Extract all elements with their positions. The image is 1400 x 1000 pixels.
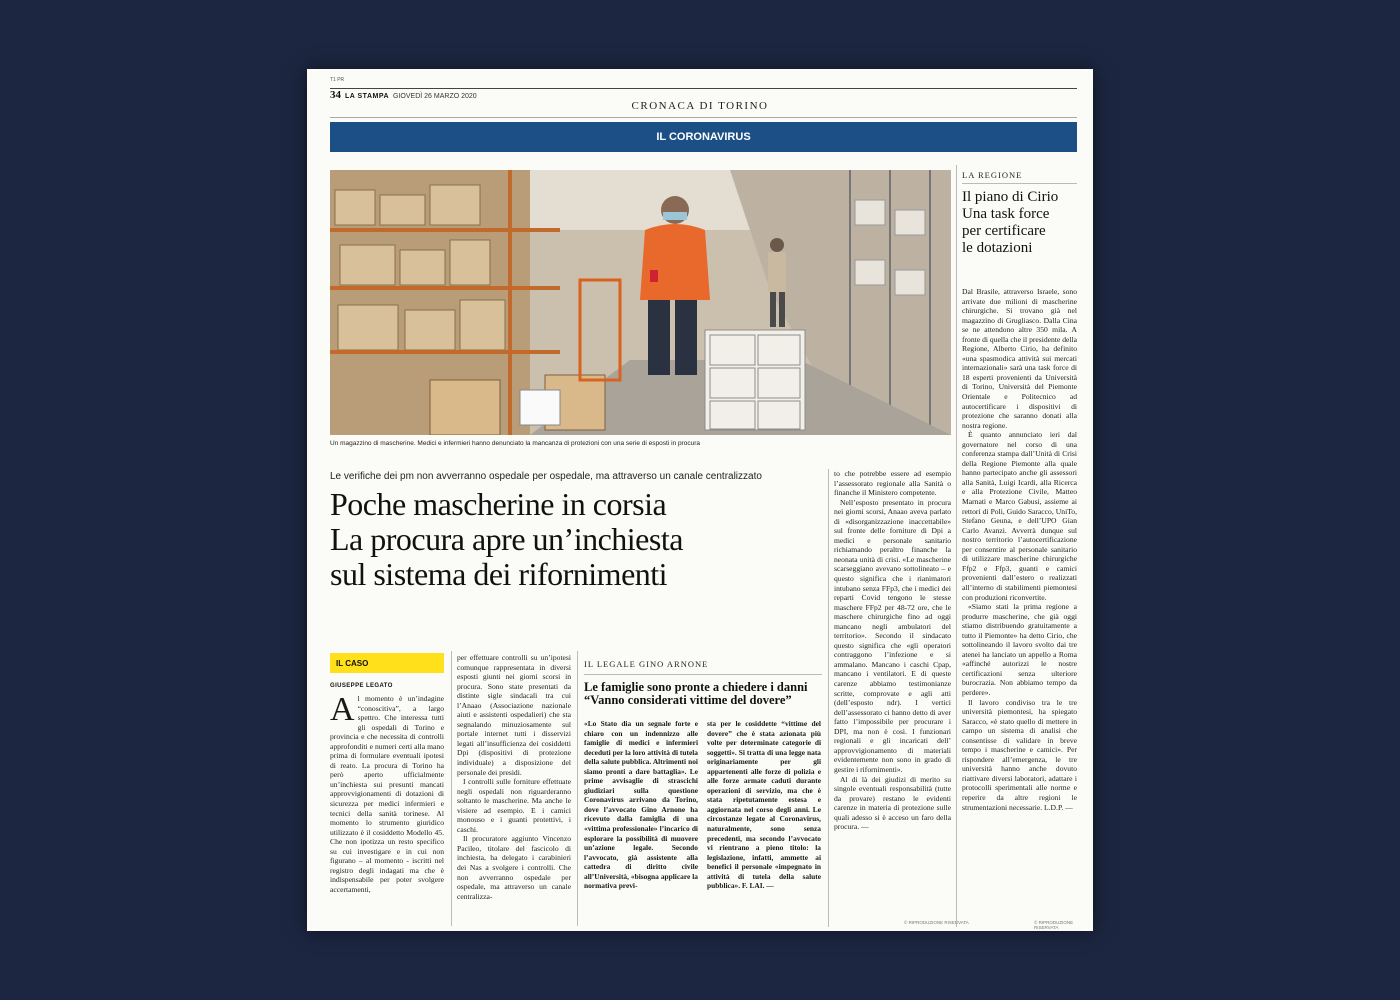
column-divider (577, 651, 578, 926)
article-kicker: Le verifiche dei pm non avverranno ospedale per ospedale, ma attraverso un canale centralizzato (330, 471, 762, 482)
legal-title-line: Le famiglie sono pronte a chiedere i danni (584, 680, 808, 694)
article-paragraph: Nell’esposto presentato in procura nei giorni scorsi, Anaao aveva parlato di «disorganizzazione inaccettabile» sul fronte delle forniture di Dpi a medici e personale sanitario richiamando peraltro finanche la neonata unità di crisi. «Le mascherine scarseggiano avevano sottolineato – e questo significa che i rianimatori intubano senza FFp3, che i medici dei reparti Covid tengono le stesse maschere FFp2 per 48-72 ore, che le maschere chirurgiche fino ad oggi mancano negli ambulatori del territorio». Secondo il sindacato questo significa che «gli operatori contraggono l’infezione e si ammalano. Mancano i caschi Cpap, mancano i ventilatori. E di queste carenze abbiamo testimonianze scritte, comprovate e agli atti (dell’esposto ndr). I vertici dell’assessorato ci hanno detto di aver fatto l’impossibile per procurare i DPI, ma non è così. I funzionari regionali e gli incaricati dell’ approvvigionamento di materiali evidentemente non sono in grado di gestire i rifornimenti». (834, 497, 951, 774)
issue-date: GIOVEDÌ 26 MARZO 2020 (393, 93, 477, 100)
column-divider (828, 469, 829, 927)
headline-line: sul sistema dei rifornimenti (330, 556, 668, 592)
case-tag: IL CASO (330, 653, 444, 673)
article-paragraph: to che potrebbe essere ad esempio l’assessorato regionale alla Sanità o finanche il Ministero competente. (834, 469, 951, 498)
article-paragraph: I controlli sulle forniture effettuate negli ospedali non riguarderanno soltanto le mascherine. Ma anche le visiere ad esempio. E i camici monouso e i guanti protettivi, i caschi. (457, 777, 571, 834)
brand-logo: LA STAMPA (345, 93, 390, 100)
article-text: l momento è un’indagine “conoscitiva”, a largo spettro. Che interessa tutti gli ospedali di Torino e provincia e che necessita di controlli approfonditi e numeri certi alla mano prima di formulare eventuali ipotesi di reato. La procura di Torino ha però aperto ufficialmente un’inchiesta sui presunti mancati approvvigionamenti di dotazioni di sicurezza per medici infermieri e tecnici della sanità torinese. Al momento lo strumento giuridico utilizzato è il cosiddetto Modello 45. Che non ipotizza un resto specifico su cui investigare e in cui non figurano – al momento - iscritti nel registro degli indagati ma che è indispensabile per poter svolgere accertamenti, (330, 694, 444, 894)
section-title: CRONACA DI TORINO (631, 100, 769, 112)
page-top-tag: T1 PR (330, 77, 345, 83)
page-number: 34 (330, 89, 341, 101)
column-divider (451, 651, 452, 926)
article-headline (330, 487, 830, 592)
copyright-notice: © RIPRODUZIONE RISERVATA (1034, 920, 1074, 930)
article-column-1 (330, 694, 444, 924)
legal-column-2: sta per le cosiddette “vittime del dovere” che è stata azionata più volte per determinate categorie di soggetti». Si tratta di una legge nata originariamente per gli appartenenti alle forze di polizia e alle forze armate caduti durante operazioni di servizio, ma che è stata ripetutamente estesa e aggiornata nel corso degli anni. Le circostanze legate al Coronavirus, naturalmente, sono senza precedenti, ma secondo l’avvocato vi rientrano a pieno titolo: la legislazione, infatti, ammette ai benefici il personale «impegnato in attività di tutela della salute pubblica». F. LAI. — (707, 719, 821, 891)
region-paragraph: «Siamo stati la prima regione a produrre mascherine, che già oggi stiamo distribuendo gratuitamente a tutto il Piemonte» ha detto Cirio, che sottolineando il lavoro svolto dai tre atenei ha lanciato un appello a Roma «affinché autorizzi le nostre certificazioni senza ulteriore burocrazia. Non abbiamo tempo da perdere». (962, 602, 1077, 697)
legal-box-rule (584, 674, 822, 675)
legal-box-title (584, 681, 822, 707)
section-rule (330, 117, 1077, 118)
article-paragraph: Al di là dei giudizi di merito su singole eventuali responsabilità (tutte da provare) restano le evidenti carenze in materia di protezione sulle quali adesso si è acceso un faro della procura. — (834, 774, 951, 832)
legal-column-1: «Lo Stato dia un segnale forte e chiaro con un indennizzo alle famiglie di medici e infermieri deceduti per la loro attività di tutela della salute pubblica. Altrimenti noi siamo pronti a dare battaglia». Le prime avvisaglie di strascichi giudiziari sulla questione Coronavirus arrivano da Torino, dove l’avvocato Gino Arnone ha ricevuto dalla famiglia di una «vittima professionale» l’incarico di esplorare la possibilità di muovere un’azione legale. Secondo l’avvocato, già assistente alla cattedra di diritto civile all’Università, «bisogna applicare la normativa previ- (584, 719, 698, 891)
copyright-notice: © RIPRODUZIONE RISERVATA (904, 920, 969, 925)
headline-line: La procura apre un’inchiesta (330, 521, 683, 557)
region-paragraph: Il lavoro condiviso tra le tre università piemontesi, ha spiegato Saracco, «è stato quello di mettere in campo un sistema di analisi che consentisse di validare in breve tempo i mascherine e camici». Per rispondere all’emergenza, le tre università hanno anche dovuto riattivare diversi laboratori, adattare i protocolli sperimentali alle norme e reperire da altre regioni le strumentazioni necessarie. L.D.P. — (962, 697, 1077, 812)
region-box-label: LA REGIONE (962, 170, 1023, 180)
region-box-rule (962, 183, 1077, 184)
topic-banner: IL CORONAVIRUS (330, 122, 1077, 152)
article-paragraph: per effettuare controlli su un’ipotesi comunque rappresentata in diversi esposti giunti nei giorni scorsi in procura. Sono state presentati da distinte sigle sindacali tra cui l’Anaao (Associazione nazionale aiuti e assistenti ospedalieri) che sta segnalando minuziosamente sul portale internet tutti i disservizi legati all’insufficienza dei cosiddetti Dpi (dispositivi di protezione individuale) a disposizione del personale dei presidi. (457, 653, 571, 777)
article-paragraph: Il procuratore aggiunto Vincenzo Pacileo, titolare del fascicolo di inchiesta, ha delegato i carabinieri dei Nas a svolgere i controlli. Che non avverranno ospedale per ospedale, ma attraverso un canale centralizza- (457, 834, 571, 901)
byline: GIUSEPPE LEGATO (330, 683, 393, 689)
legal-box-label: IL LEGALE GINO ARNONE (584, 659, 709, 669)
warehouse-illustration (330, 170, 951, 435)
newspaper-page (307, 69, 1093, 931)
photo-caption: Un magazzino di mascherine. Medici e infermieri hanno denunciato la mancanza di protezioni con una serie di esposti in procura (330, 440, 700, 447)
region-paragraph: Dal Brasile, attraverso Israele, sono arrivate due milioni di mascherine chirurgiche. Si trovano già nel magazzino di Grugliasco. Dalla Cina se ne attendono altre 350 mila. A fronte di quella che il presidente della Regione, Alberto Cirio, ha definito «una spasmodica attività sui mercati internazionali» sarà una task force di 18 esperti provenienti da Università di Torino, Università del Piemonte Orientale e Politecnico ad autocertificare i dispositivi di protezione che saranno donati alla nostra regione. (962, 287, 1077, 430)
article-column-3 (834, 469, 951, 919)
warehouse-photo (330, 170, 951, 435)
region-title-line: Il piano di Cirio (962, 189, 1059, 205)
region-column (962, 287, 1077, 919)
headline-line: Poche mascherine in corsia (330, 486, 667, 522)
region-title-line: le dotazioni (962, 240, 1033, 256)
article-column-2 (457, 653, 571, 925)
region-box-title (962, 189, 1077, 257)
dropcap: A (330, 694, 355, 728)
region-paragraph: È quanto annunciato ieri dal governatore nel corso di una conferenza stampa dall’Unità di Crisi della Regione Piemonte alla quale hanno partecipato anche gli assessori alla Sanità, Luigi Icardi, alla Ricerca e alla Protezione Civile, Matteo Marnati e Marco Gabusi, assieme ai rettori di Poli, Guido Saracco, UniTo, Stefano Geuna, e dell’UPO Gian Carlo Avanzi. Avverrà dunque sul nostro territorio l’autocertificazione per consentire al personale sanitario di utilizzare mascherine chirurgiche Ffp2 e Ffp3, guanti e camici provenienti dall’estero o realizzati all’interno di stabilimenti piemontesi con produzioni riconvertite. (962, 430, 1077, 602)
column-divider (956, 165, 957, 927)
legal-title-line: “Vanno considerati vittime del dovere” (584, 693, 792, 707)
region-title-line: per certificare (962, 223, 1046, 239)
region-title-line: Una task force (962, 206, 1050, 222)
